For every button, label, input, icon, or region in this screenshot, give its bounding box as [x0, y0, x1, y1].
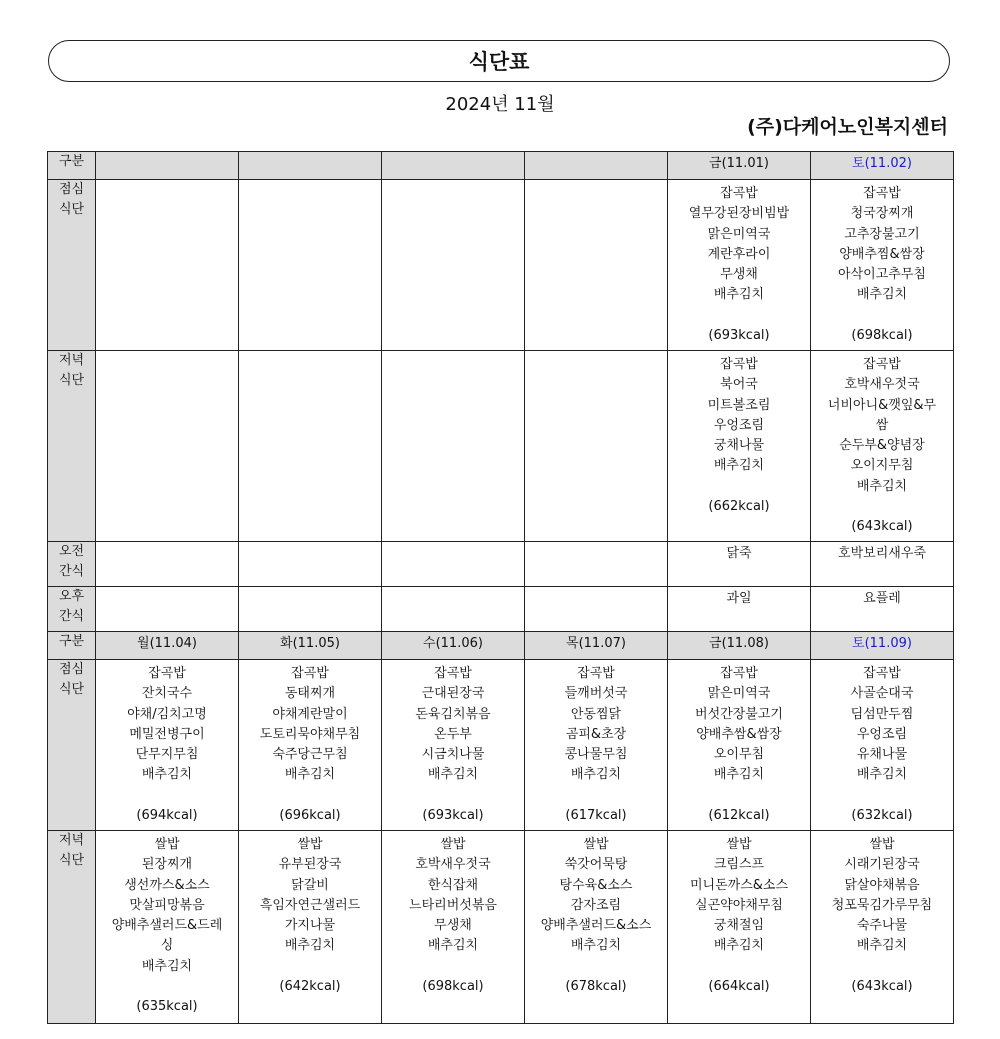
menu-item: 미니돈까스&소스: [689, 877, 789, 893]
menu-item: 잡곡밥: [720, 186, 758, 201]
category-label: 구분: [48, 632, 96, 660]
menu-item: 배추김치: [856, 938, 908, 954]
menu-item: 무생채: [434, 918, 472, 934]
lunch-label: 점심 식단: [48, 180, 96, 351]
menu-item: 배추김치: [427, 938, 479, 954]
menu-item: 북어국: [720, 377, 758, 393]
menu-item: 맛살피망볶음: [129, 897, 205, 913]
menu-item: 안동찜닭: [570, 706, 622, 722]
meal-cell: [382, 351, 525, 542]
day-header: [96, 152, 239, 180]
meal-cell: [239, 660, 382, 831]
snack-cell: [382, 542, 525, 587]
meal-cell: [382, 180, 525, 351]
meal-cell: [525, 180, 668, 351]
menu-item: 배추김치: [713, 767, 765, 783]
day-label: 토(11.02): [852, 156, 912, 171]
menu-item: 가지나물: [284, 918, 336, 934]
calorie-label: (693kcal): [708, 327, 770, 343]
menu-item: 청포묵김가루무침: [831, 897, 933, 913]
menu-item: 배추김치: [713, 938, 765, 954]
snack-cell: [811, 587, 954, 632]
menu-item: 우엉조림: [856, 726, 908, 742]
menu-item: 크림스프: [713, 857, 765, 873]
menu-item: 열무강된장비빔밥: [688, 206, 790, 222]
menu-item: 아삭이고추무침: [838, 267, 926, 283]
menu-item: 감자조림: [570, 897, 622, 913]
snack-cell: [96, 587, 239, 632]
menu-item: 배추김치: [141, 767, 193, 783]
menu-list: [96, 660, 238, 826]
meal-cell: [668, 351, 811, 542]
menu-list: [96, 180, 238, 184]
menu-item: 온두부: [434, 726, 472, 742]
am-snack-row: [48, 542, 954, 587]
snack-cell: [239, 542, 382, 587]
menu-item: 배추김치: [141, 958, 193, 974]
menu-item: 잡곡밥: [720, 357, 758, 372]
menu-item: 들깨버섯국: [564, 686, 628, 702]
menu-item: 순두부&양념장: [839, 438, 925, 454]
meal-cell: [239, 351, 382, 542]
menu-item: 흑임자연근샐러드: [259, 897, 361, 913]
day-header: [525, 152, 668, 180]
meal-cell: [525, 351, 668, 542]
meal-cell: [96, 660, 239, 831]
menu-list: [382, 351, 524, 355]
menu-item: 청국장찌개: [850, 206, 914, 222]
menu-item: 호박새우젓국: [415, 857, 491, 873]
menu-item: 맑은미역국: [707, 226, 771, 242]
menu-item: 잡곡밥: [720, 666, 758, 681]
day-header: [811, 632, 954, 660]
menu-list: [239, 351, 381, 355]
menu-item: 배추김치: [570, 767, 622, 783]
meal-cell: [96, 831, 239, 1024]
menu-item: 배추김치: [570, 938, 622, 954]
calorie-label: (698kcal): [422, 978, 484, 994]
calorie-label: (642kcal): [279, 978, 341, 994]
menu-item: 쌀밥: [297, 837, 323, 852]
menu-item: 된장찌개: [141, 857, 193, 873]
menu-list: [96, 831, 238, 1017]
day-label: 월(11.04): [137, 636, 197, 651]
menu-item: 우엉조림: [713, 417, 765, 433]
menu-item: 쌀밥: [726, 837, 752, 852]
menu-item: 무생채: [720, 267, 758, 283]
meal-cell: [525, 831, 668, 1024]
menu-list: [668, 660, 810, 826]
menu-table: [47, 151, 954, 1024]
day-header: [811, 152, 954, 180]
menu-item: 오이지무침: [850, 458, 914, 474]
menu-item: 콩나물무침: [564, 747, 628, 763]
menu-list: [668, 351, 810, 517]
menu-list: [811, 180, 953, 346]
menu-item: 잔치국수: [141, 686, 193, 702]
menu-item: 사골순대국: [850, 686, 914, 702]
menu-item: 생선까스&소스: [124, 877, 210, 893]
day-label: 금(11.01): [709, 156, 769, 171]
snack-cell: [525, 542, 668, 587]
menu-item: 야채/김치고명: [127, 706, 207, 722]
meal-cell: [382, 660, 525, 831]
menu-list: [811, 351, 953, 537]
snack-cell: [668, 587, 811, 632]
menu-item: 한식잡채: [427, 877, 479, 893]
menu-item: 잡곡밥: [863, 666, 901, 681]
meal-cell: [668, 180, 811, 351]
snack-item: 요플레: [863, 591, 901, 606]
menu-list: [96, 351, 238, 355]
meal-cell: [525, 660, 668, 831]
day-header: [382, 152, 525, 180]
pm-snack-row: [48, 587, 954, 632]
calorie-label: (662kcal): [708, 498, 770, 514]
menu-item: 동태찌개: [284, 686, 336, 702]
menu-item: 숙주나물: [856, 918, 908, 934]
snack-item: 닭죽: [726, 546, 752, 561]
menu-list: [239, 660, 381, 826]
menu-item: 유부된장국: [278, 857, 342, 873]
menu-item: 오이무침: [713, 747, 765, 763]
menu-item: 양배추찜&쌈장: [839, 246, 925, 262]
snack-cell: [382, 587, 525, 632]
menu-item: 맑은미역국: [707, 686, 771, 702]
menu-item: 싱: [160, 938, 174, 954]
period-label: 2024년 11월: [445, 94, 555, 115]
menu-item: 숙주당근무침: [272, 747, 348, 763]
meal-cell: [811, 180, 954, 351]
menu-item: 배추김치: [427, 767, 479, 783]
day-label: 금(11.08): [709, 636, 769, 651]
menu-item: 탕수육&소스: [559, 877, 633, 893]
menu-item: 닭살야채볶음: [844, 877, 920, 893]
menu-item: 버섯간장불고기: [695, 706, 783, 722]
menu-item: 양배추샐러드&드레: [111, 918, 223, 934]
snack-item: 과일: [726, 591, 752, 606]
menu-item: 잡곡밥: [863, 357, 901, 372]
menu-item: 쌀밥: [583, 837, 609, 852]
menu-item: 시래기된장국: [844, 857, 920, 873]
dinner-label: 저녁 식단: [48, 831, 96, 1024]
menu-item: 쌀밥: [440, 837, 466, 852]
dinner-row: [48, 351, 954, 542]
snack-cell: [525, 587, 668, 632]
day-label: 목(11.07): [566, 636, 626, 651]
menu-item: 잡곡밥: [148, 666, 186, 681]
menu-list: [239, 180, 381, 184]
menu-item: 단무지무침: [135, 747, 199, 763]
menu-list: [525, 831, 667, 997]
menu-item: 도토리묵야채무침: [259, 726, 361, 742]
page-title: [48, 40, 950, 82]
category-label: 구분: [48, 152, 96, 180]
lunch-row: [48, 180, 954, 351]
menu-item: 호박새우젓국: [844, 377, 920, 393]
calorie-label: (693kcal): [422, 807, 484, 823]
menu-item: 궁채나물: [713, 438, 765, 454]
menu-item: 배추김치: [284, 767, 336, 783]
dinner-row: [48, 831, 954, 1024]
calorie-label: (643kcal): [851, 978, 913, 994]
calorie-label: (635kcal): [136, 999, 198, 1015]
menu-item: 배추김치: [284, 938, 336, 954]
menu-item: 궁채절임: [713, 918, 765, 934]
day-header: [668, 152, 811, 180]
meal-cell: [239, 831, 382, 1024]
day-header-row: [48, 152, 954, 180]
menu-list: [382, 660, 524, 826]
snack-item: 호박보리새우죽: [838, 546, 926, 561]
menu-item: 너비아니&깻잎&무: [827, 397, 937, 413]
menu-list: [811, 831, 953, 997]
menu-item: 미트볼조림: [707, 397, 771, 413]
meal-cell: [668, 831, 811, 1024]
am_snack-label: 오전 간식: [48, 542, 96, 587]
menu-item: 쑥갓어묵탕: [564, 857, 628, 873]
menu-item: 실곤약야채무침: [695, 897, 783, 913]
menu-item: 유채나물: [856, 747, 908, 763]
menu-item: 배추김치: [856, 478, 908, 494]
menu-item: 야채계란말이: [272, 706, 348, 722]
menu-item: 시금치나물: [421, 747, 485, 763]
menu-item: 메밀전병구이: [129, 726, 205, 742]
day-header: [96, 632, 239, 660]
calorie-label: (694kcal): [136, 807, 198, 823]
menu-list: [382, 831, 524, 997]
lunch-row: [48, 660, 954, 831]
menu-item: 근대된장국: [421, 686, 485, 702]
menu-list: [525, 180, 667, 184]
menu-item: 잡곡밥: [863, 186, 901, 201]
menu-item: 배추김치: [713, 287, 765, 303]
menu-item: 쌈: [875, 417, 889, 433]
menu-item: 느타리버섯볶음: [409, 897, 497, 913]
calorie-label: (617kcal): [565, 807, 627, 823]
meal-cell: [668, 660, 811, 831]
menu-item: 쌀밥: [154, 837, 180, 852]
menu-list: [525, 660, 667, 826]
menu-list: [382, 180, 524, 184]
menu-item: 양배추샐러드&소스: [540, 918, 652, 934]
menu-item: 쌀밥: [869, 837, 895, 852]
calorie-label: (643kcal): [851, 519, 913, 535]
calorie-label: (698kcal): [851, 327, 913, 343]
day-header: [382, 632, 525, 660]
menu-list: [811, 660, 953, 826]
snack-cell: [811, 542, 954, 587]
menu-item: 배추김치: [856, 287, 908, 303]
menu-item: 잡곡밥: [434, 666, 472, 681]
dinner-label: 저녁 식단: [48, 351, 96, 542]
calorie-label: (696kcal): [279, 807, 341, 823]
menu-list: [668, 180, 810, 346]
menu-item: 곰피&초장: [565, 726, 627, 742]
day-header: [239, 152, 382, 180]
meal-cell: [239, 180, 382, 351]
meal-cell: [96, 180, 239, 351]
menu-item: 배추김치: [713, 458, 765, 474]
calorie-label: (664kcal): [708, 978, 770, 994]
menu-item: 잡곡밥: [577, 666, 615, 681]
snack-cell: [96, 542, 239, 587]
meal-cell: [382, 831, 525, 1024]
lunch-label: 점심 식단: [48, 660, 96, 831]
menu-item: 양배추쌈&쌈장: [696, 726, 782, 742]
menu-item: 배추김치: [856, 767, 908, 783]
day-header: [668, 632, 811, 660]
menu-list: [525, 351, 667, 355]
day-label: 토(11.09): [852, 636, 912, 651]
meal-cell: [811, 831, 954, 1024]
day-header: [525, 632, 668, 660]
meal-cell: [811, 660, 954, 831]
pm_snack-label: 오후 간식: [48, 587, 96, 632]
menu-item: 고추장불고기: [844, 226, 920, 242]
calorie-label: (612kcal): [708, 807, 770, 823]
day-header: [239, 632, 382, 660]
menu-item: 계란후라이: [707, 246, 771, 262]
day-label: 수(11.06): [423, 636, 483, 651]
menu-list: [668, 831, 810, 997]
snack-cell: [239, 587, 382, 632]
title-text: 식단표: [468, 50, 530, 74]
menu-item: 닭갈비: [291, 877, 329, 893]
calorie-label: (678kcal): [565, 978, 627, 994]
snack-cell: [668, 542, 811, 587]
menu-list: [239, 831, 381, 997]
day-header-row: [48, 632, 954, 660]
calorie-label: (632kcal): [851, 807, 913, 823]
menu-item: 잡곡밥: [291, 666, 329, 681]
meal-cell: [96, 351, 239, 542]
menu-item: 딤섬만두찜: [850, 706, 914, 722]
day-label: 화(11.05): [280, 636, 340, 651]
meal-cell: [811, 351, 954, 542]
organization-name: (주)다케어노인복지센터: [747, 116, 948, 138]
menu-item: 돈육김치볶음: [415, 706, 491, 722]
